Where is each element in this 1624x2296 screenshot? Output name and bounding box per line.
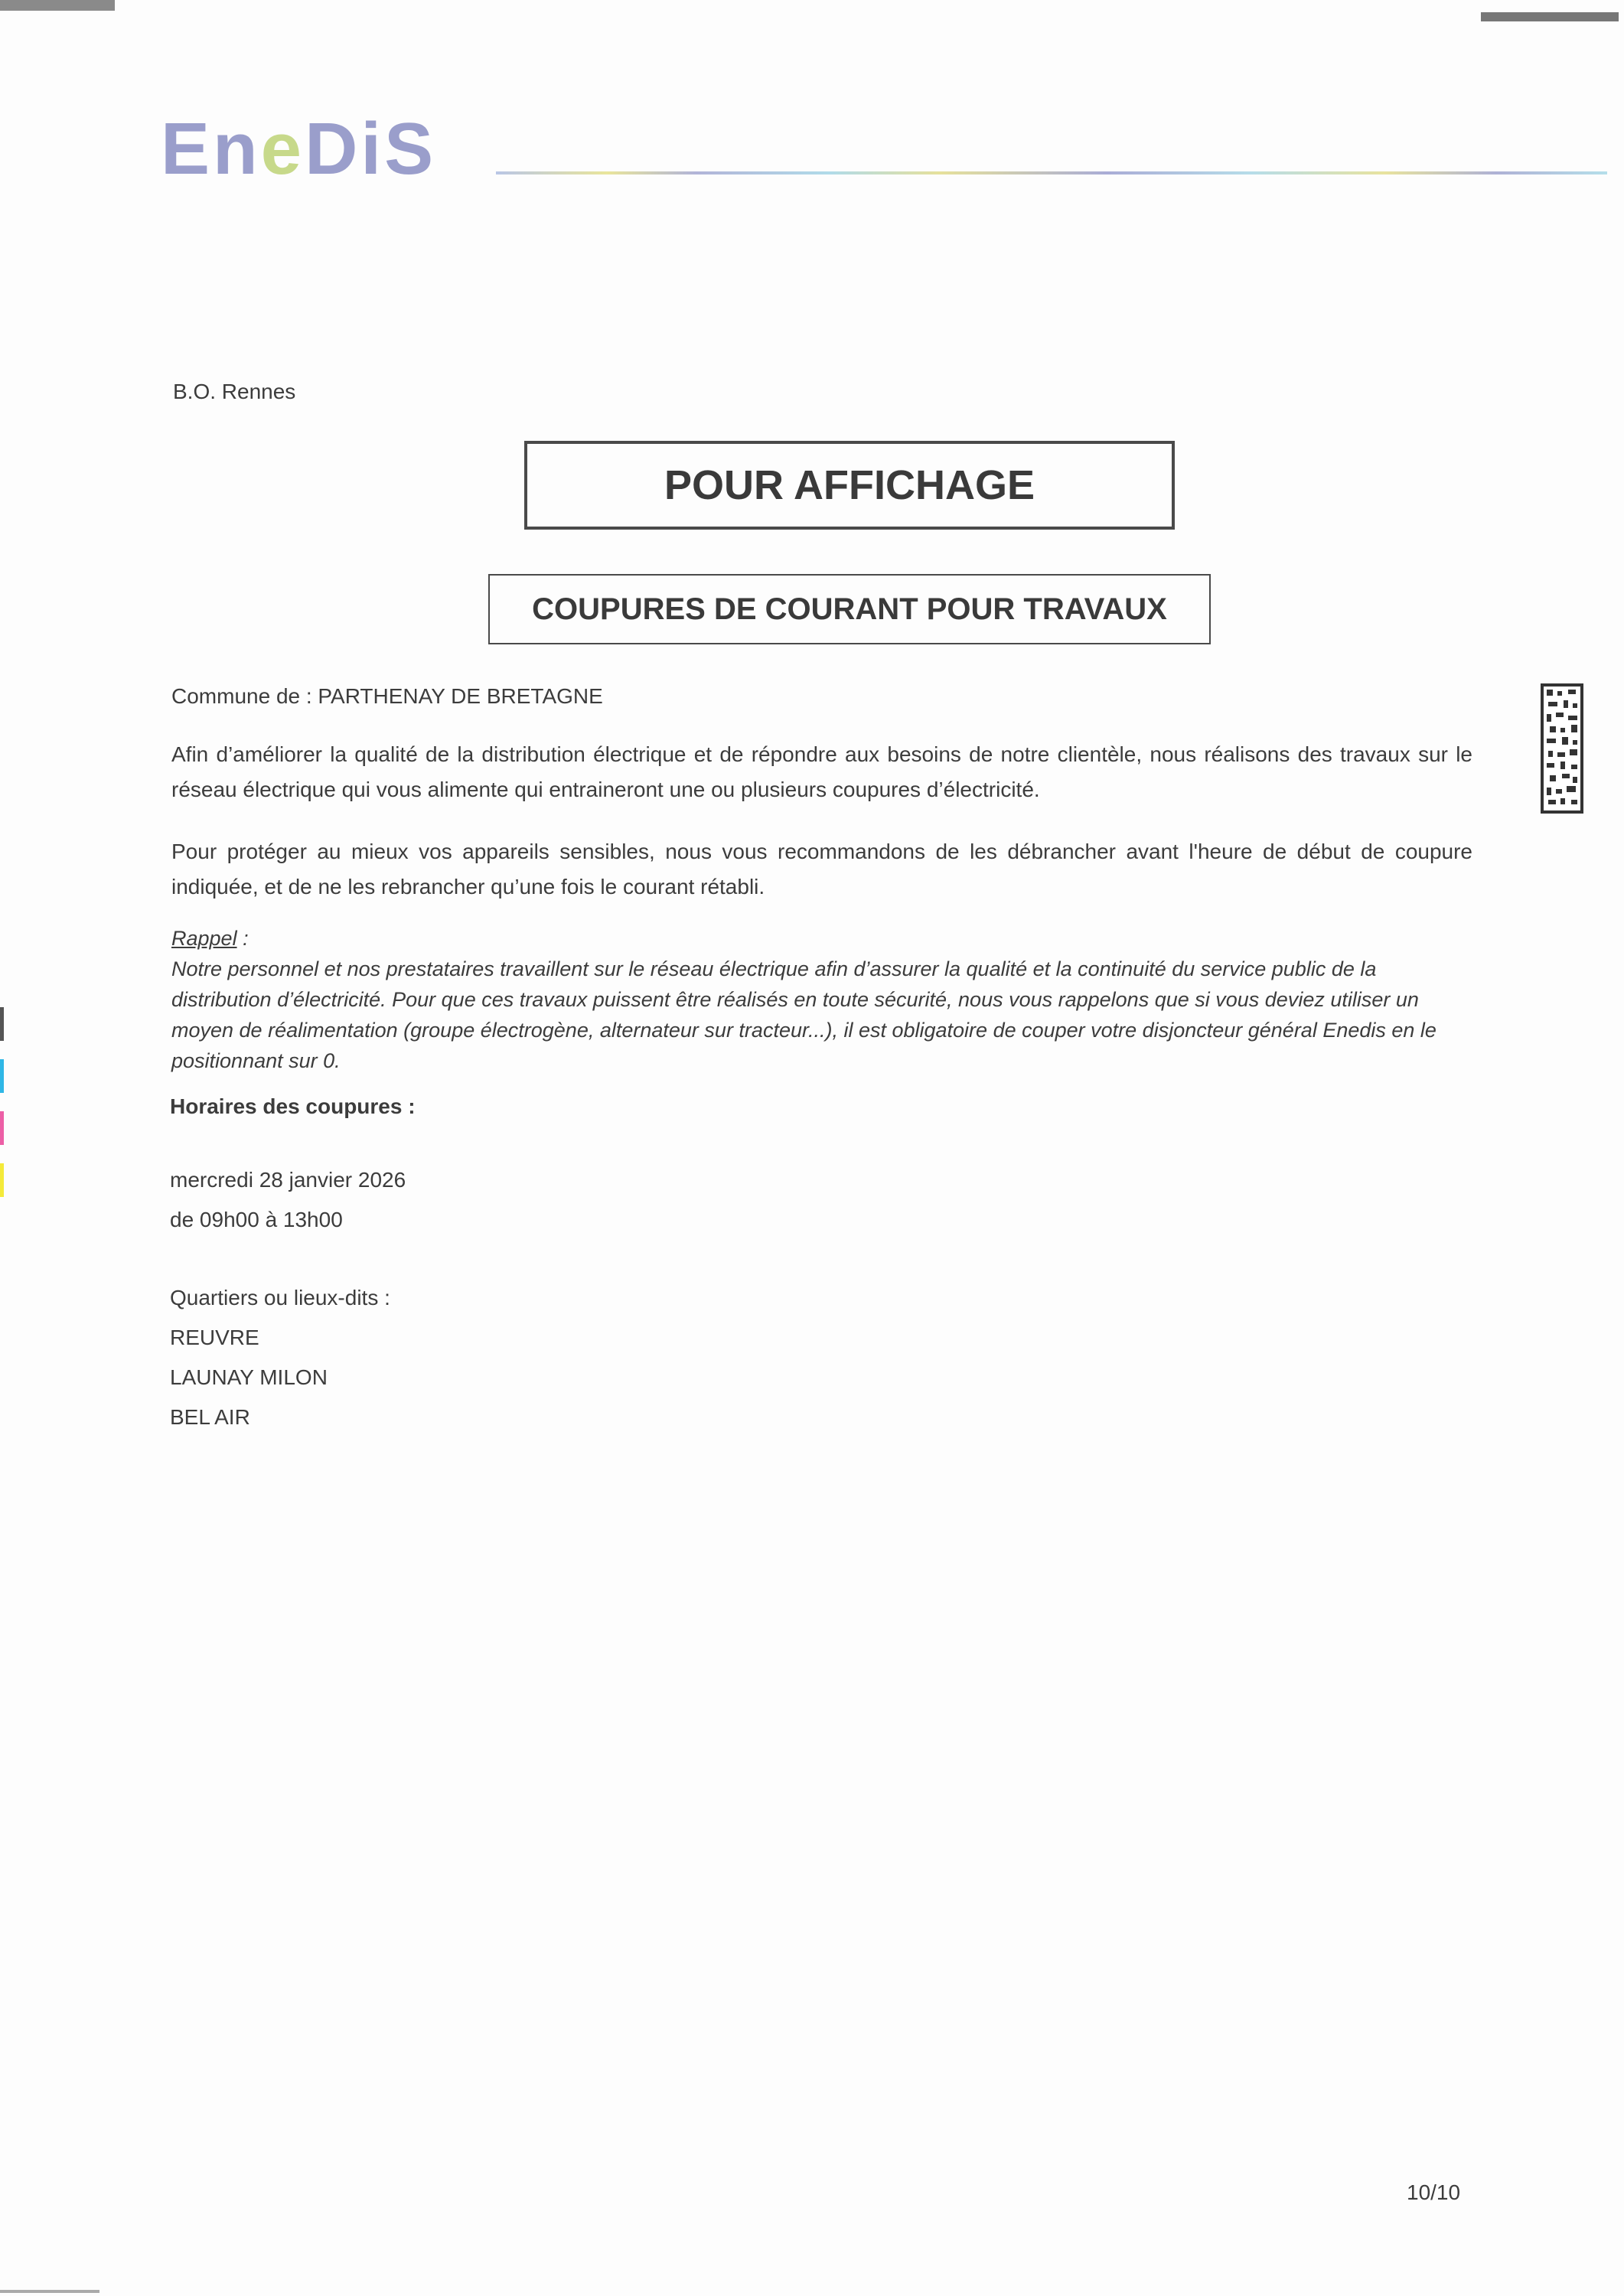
logo-part: En <box>161 108 261 190</box>
logo-part: DiS <box>305 108 437 190</box>
paragraph-intro: Afin d’améliorer la qualité de la distribution électrique et de répondre aux besoins de notre clientèle, nous réalisons des travaux sur le réseau électrique qui vous alimente qui entraineront une ou plusieurs coupures d’électricité. <box>171 742 1472 801</box>
scan-edge-mark <box>0 0 115 11</box>
title-text: POUR AFFICHAGE <box>664 462 1035 508</box>
paragraph-recommendation: Pour protéger au mieux vos appareils sensibles, nous vous recommandons de les débrancher avant l'heure de début de coupure indiquée, et de ne les rebrancher qu’une fois le courant rétabli. <box>171 840 1472 899</box>
list-item: BEL AIR <box>170 1405 250 1429</box>
list-item: REUVRE <box>170 1326 259 1349</box>
print-color-mark-yellow <box>0 1163 4 1197</box>
sender: B.O. Rennes <box>173 380 296 403</box>
page-number: 10/10 <box>1407 2180 1461 2204</box>
rappel-title: Rappel <box>171 927 237 950</box>
title-box <box>524 441 1175 530</box>
enedis-logo <box>161 107 436 191</box>
subtitle-text: COUPURES DE COURANT POUR TRAVAUX <box>532 592 1167 626</box>
print-color-mark-gray <box>0 1007 4 1041</box>
list-item: LAUNAY MILON <box>170 1365 328 1389</box>
print-color-mark-magenta <box>0 1111 4 1145</box>
horaires-heading: Horaires des coupures : <box>170 1094 416 1118</box>
scan-edge-mark <box>1481 12 1619 21</box>
subtitle-box <box>488 574 1211 644</box>
commune: Commune de : PARTHENAY DE BRETAGNE <box>171 684 603 708</box>
scan-edge-mark <box>0 2290 99 2293</box>
quartiers-label: Quartiers ou lieux-dits : <box>170 1286 390 1309</box>
schedule-time: de 09h00 à 13h00 <box>170 1208 343 1231</box>
print-color-mark-cyan <box>0 1059 4 1093</box>
schedule-date: mercredi 28 janvier 2026 <box>170 1168 406 1192</box>
rappel-block <box>171 923 1472 1076</box>
qr-code-icon <box>1541 683 1583 814</box>
rappel-suffix: : <box>236 927 249 950</box>
header-rule <box>496 171 1607 174</box>
rappel-text: Notre personnel et nos prestataires travaillent sur le réseau électrique afin d’assurer la qualité et la continuité du service public de la distribution d’électricité. Pour que ces travaux puissent être réalisés en toute sécurité, nous vous rappelons que si vous deviez utiliser un moyen de réalimentation (groupe électrogène, alternateur sur tracteur...), il est obligatoire de couper votre disjoncteur général Enedis en le positionnant sur 0. <box>171 957 1436 1072</box>
logo-part: e <box>260 108 305 190</box>
